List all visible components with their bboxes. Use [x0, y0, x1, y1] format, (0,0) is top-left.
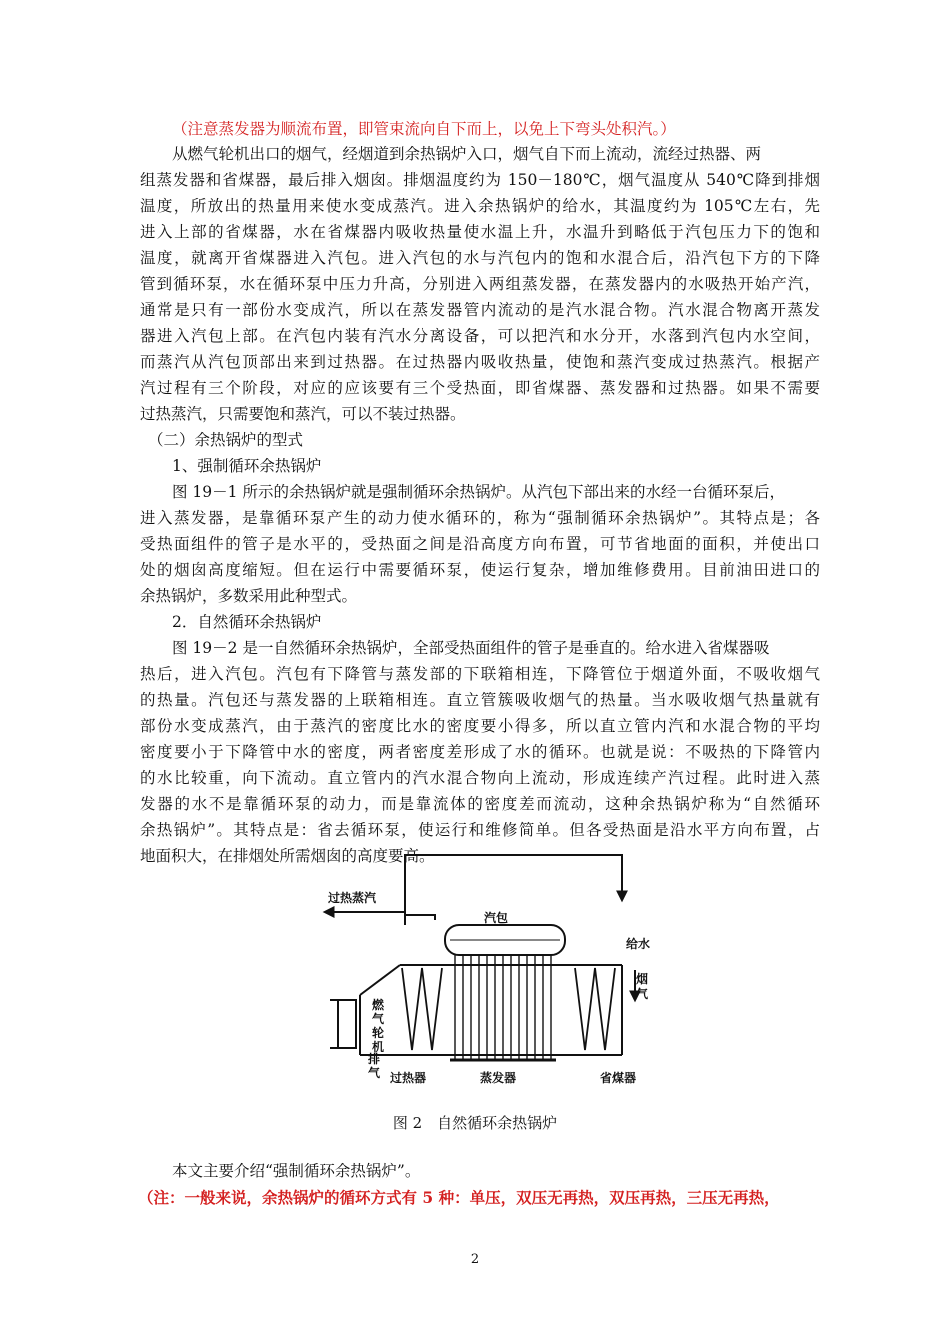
paragraph-line: 余热锅炉”。其特点是：省去循环泵，使运行和维修简单。但各受热面是沿水平方向布置，占: [140, 821, 820, 839]
paragraph-line: 温度，就离开省煤器进入汽包。进入汽包的水与汽包内的饱和水混合后，沿汽包下方的下降: [140, 249, 820, 267]
paragraph-line: 进入上部的省煤器，水在省煤器内吸收热量使水温上升，水温升到略低于汽包压力下的饱和: [140, 223, 820, 241]
paragraph-line: 进入蒸发器，是靠循环泵产生的动力使水循环的，称为“强制循环余热锅炉”。其特点是；各: [140, 509, 820, 527]
superheater-label: 过热器: [390, 1071, 427, 1085]
economizer-coil: [575, 968, 615, 1050]
paragraph-line: 图 19－2 是一自然循环余热锅炉，全部受热面组件的管子是垂直的。给水进入省煤器吸: [172, 639, 770, 657]
note-line: （注意蒸发器为顺流布置，即管束流向自下而上，以免上下弯头处积汽。）: [172, 120, 676, 138]
paragraph-line: 余热锅炉，多数采用此种型式。: [140, 587, 358, 605]
note-line: （注：一般来说，余热锅炉的循环方式有 5 种：单压，双压无再热，双压再热，三压无再热，: [138, 1188, 780, 1207]
paragraph-line: 本文主要介绍“强制循环余热锅炉”。: [172, 1162, 421, 1180]
feed-water-pipe: [405, 855, 622, 925]
paragraph-line: 的热量。汽包还与蒸发器的上联箱相连。直立管簇吸收烟气的热量。当水吸收烟气热量就有: [140, 691, 820, 709]
steam-outlet-pipe: [325, 912, 435, 920]
paragraph-line: 温度，所放出的热量用来使水变成蒸汽。进入余热锅炉的给水，其温度约为 105℃左右，先: [140, 197, 820, 215]
page-number: 2: [470, 1252, 480, 1267]
paragraph-line: 发器的水不是靠循环泵的动力，而是靠流体的密度差而流动，这种余热锅炉称为“自然循环: [140, 795, 820, 813]
superheated-steam-label: 过热蒸汽: [328, 891, 377, 905]
section-heading: （二）余热锅炉的型式: [148, 431, 304, 449]
boiler-diagram: [300, 850, 650, 1090]
superheater-coil: [402, 968, 442, 1050]
paragraph-line: 的水比较重，向下流动。直立管内的汽水混合物向上流动，形成连续产汽过程。此时进入蒸: [140, 769, 820, 787]
paragraph-line: 过热蒸汽，只需要饱和蒸汽，可以不装过热器。: [140, 405, 466, 423]
paragraph-line: 从燃气轮机出口的烟气，经烟道到余热锅炉入口，烟气自下而上流动，流经过热器、两: [172, 145, 762, 163]
feed-water-label: 给水: [626, 937, 650, 951]
drum-label: 汽包: [484, 911, 509, 925]
paragraph-line: 地面积大，在排烟处所需烟囱的高度要高。: [140, 847, 435, 865]
exhaust-label: 排气: [368, 1052, 381, 1080]
economizer-label: 省煤器: [600, 1071, 637, 1085]
paragraph-line: 密度要小于下降管中水的密度，两者密度差形成了水的循环。也就是说：不吸热的下降管内: [140, 743, 820, 761]
evaporator-label: 蒸发器: [480, 1071, 517, 1085]
paragraph-line: 组蒸发器和省煤器，最后排入烟囱。排烟温度约为 150－180℃，烟气温度从 540℃降到排烟: [140, 171, 820, 189]
figure-caption: 图 2 自然循环余热锅炉: [392, 1114, 558, 1132]
paragraph-line: 通常是只有一部份水变成汽，所以在蒸发器管内流动的是汽水混合物。汽水混合物离开蒸发: [140, 301, 820, 319]
flue-gas-label: 烟气: [636, 972, 649, 1001]
gas-turbine-label: 燃气轮机: [372, 998, 385, 1054]
paragraph-line: 汽过程有三个阶段，对应的应该要有三个受热面，即省煤器、蒸发器和过热器。如果不需要: [140, 379, 820, 397]
paragraph-line: 热后，进入汽包。汽包有下降管与蒸发部的下联箱相连，下降管位于烟道外面，不吸收烟气: [140, 665, 820, 683]
paragraph-line: 处的烟囱高度缩短。但在运行中需要循环泵，使运行复杂，增加维修费用。目前油田进口的: [140, 561, 820, 579]
boiler-casing: [360, 965, 622, 1055]
paragraph-line: 图 19－1 所示的余热锅炉就是强制循环余热锅炉。从汽包下部出来的水经一台循环泵后，: [172, 483, 785, 501]
evaporator-tubes: [450, 955, 556, 1060]
paragraph-line: 部份水变成蒸汽，由于蒸汽的密度比水的密度要小得多，所以直立管内汽和水混合物的平均: [140, 717, 820, 735]
subsection-heading: 1、强制循环余热锅炉: [172, 457, 322, 475]
paragraph-line: 管到循环泵，水在循环泵中压力升高，分别进入两组蒸发器，在蒸发器内的水吸热开始产汽，: [140, 275, 820, 293]
paragraph-line: 受热面组件的管子是水平的，受热面之间是沿高度方向布置，可节省地面的面积，并使出口: [140, 535, 820, 553]
paragraph-line: 而蒸汽从汽包顶部出来到过热器。在过热器内吸收热量，使饱和蒸汽变成过热蒸汽。根据产: [140, 353, 820, 371]
exhaust-inlet: [330, 1000, 356, 1048]
paragraph-line: 器进入汽包上部。在汽包内装有汽水分离设备，可以把汽和水分开，水落到汽包内水空间，: [140, 327, 820, 345]
subsection-heading: 2．自然循环余热锅炉: [172, 613, 322, 631]
